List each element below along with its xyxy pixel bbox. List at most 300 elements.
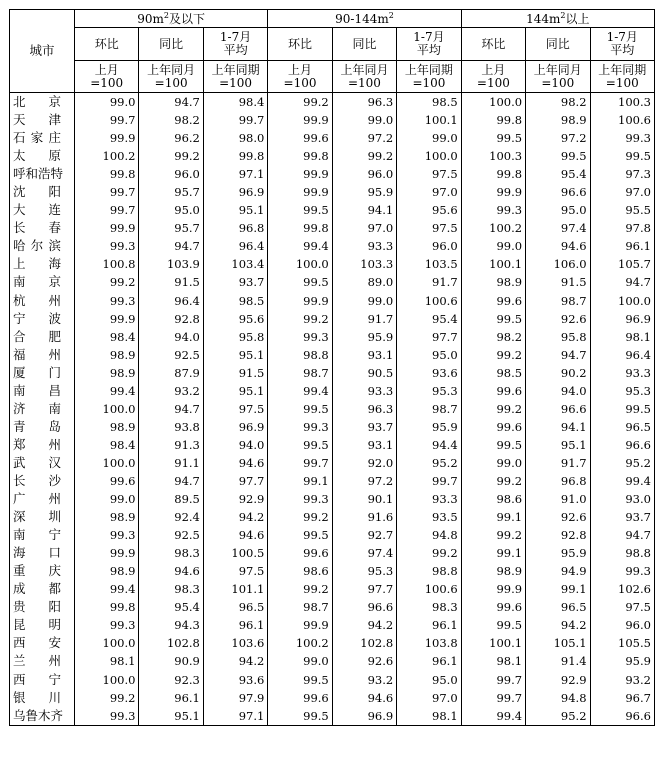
city-cell: 济南: [10, 400, 75, 418]
sub-header-g0-c2: 1-7月 平均: [203, 28, 267, 61]
value-cell: 96.0: [590, 616, 654, 634]
value-cell: 99.9: [268, 183, 332, 201]
value-cell: 96.3: [332, 400, 396, 418]
city-cell: 天津: [10, 111, 75, 129]
value-cell: 100.8: [75, 255, 139, 273]
sub-header-g2-c0: 环比: [461, 28, 525, 61]
value-cell: 94.7: [590, 526, 654, 544]
value-cell: 98.9: [461, 562, 525, 580]
value-cell: 97.7: [203, 472, 267, 490]
value-cell: 99.3: [590, 562, 654, 580]
value-cell: 94.7: [139, 472, 203, 490]
value-cell: 99.3: [75, 526, 139, 544]
value-cell: 99.7: [461, 689, 525, 707]
table-row: [10, 237, 655, 255]
value-cell: 99.7: [75, 111, 139, 129]
value-cell: 96.6: [526, 400, 590, 418]
value-cell: 92.6: [526, 508, 590, 526]
value-cell: 96.4: [203, 237, 267, 255]
value-cell: 99.0: [332, 111, 396, 129]
value-cell: 93.7: [203, 273, 267, 291]
value-cell: 105.5: [590, 634, 654, 652]
table-row: [10, 219, 655, 237]
value-cell: 92.3: [139, 671, 203, 689]
value-cell: 99.8: [75, 598, 139, 616]
value-cell: 98.3: [139, 544, 203, 562]
value-cell: 99.3: [268, 418, 332, 436]
city-cell: 广州: [10, 490, 75, 508]
value-cell: 93.3: [332, 382, 396, 400]
value-cell: 96.4: [590, 346, 654, 364]
value-cell: 90.9: [139, 652, 203, 670]
value-cell: 99.5: [461, 129, 525, 147]
value-cell: 97.5: [397, 165, 461, 183]
price-index-table: [9, 9, 655, 726]
value-cell: 99.1: [461, 544, 525, 562]
table-row: [10, 472, 655, 490]
value-cell: 102.6: [590, 580, 654, 598]
value-cell: 99.2: [461, 346, 525, 364]
value-cell: 99.4: [268, 237, 332, 255]
value-cell: 98.4: [203, 93, 267, 112]
value-cell: 92.8: [526, 526, 590, 544]
value-cell: 103.9: [139, 255, 203, 273]
value-cell: 97.0: [397, 689, 461, 707]
value-cell: 93.1: [332, 436, 396, 454]
value-cell: 94.7: [139, 93, 203, 112]
value-cell: 100.2: [75, 147, 139, 165]
value-cell: 100.0: [268, 255, 332, 273]
value-cell: 91.6: [332, 508, 396, 526]
value-cell: 94.7: [139, 400, 203, 418]
sub-header-g2-c2: 1-7月 平均: [590, 28, 654, 61]
value-cell: 95.6: [397, 201, 461, 219]
city-cell: 北京: [10, 93, 75, 112]
value-cell: 105.1: [526, 634, 590, 652]
value-cell: 92.5: [139, 346, 203, 364]
value-cell: 96.0: [332, 165, 396, 183]
city-cell: 大连: [10, 201, 75, 219]
table-row: [10, 400, 655, 418]
value-cell: 95.0: [139, 201, 203, 219]
value-cell: 96.9: [203, 418, 267, 436]
value-cell: 95.1: [139, 707, 203, 726]
value-cell: 99.9: [268, 111, 332, 129]
value-cell: 94.0: [526, 382, 590, 400]
value-cell: 99.5: [268, 671, 332, 689]
value-cell: 94.7: [590, 273, 654, 291]
value-cell: 98.9: [75, 346, 139, 364]
header-base-row: [10, 61, 655, 93]
value-cell: 97.5: [203, 562, 267, 580]
value-cell: 100.5: [203, 544, 267, 562]
value-cell: 96.1: [397, 616, 461, 634]
sub-header-g1-c2: 1-7月 平均: [397, 28, 461, 61]
value-cell: 96.9: [332, 707, 396, 726]
value-cell: 95.0: [397, 346, 461, 364]
value-cell: 100.6: [397, 580, 461, 598]
value-cell: 95.9: [332, 328, 396, 346]
value-cell: 98.2: [461, 328, 525, 346]
value-cell: 100.0: [75, 454, 139, 472]
value-cell: 98.7: [397, 400, 461, 418]
value-cell: 99.8: [75, 165, 139, 183]
value-cell: 103.5: [397, 255, 461, 273]
table-row: [10, 598, 655, 616]
value-cell: 100.1: [461, 634, 525, 652]
value-cell: 99.5: [268, 400, 332, 418]
value-cell: 96.1: [397, 652, 461, 670]
city-cell: 呼和浩特: [10, 165, 75, 183]
base-header-g2-c0: 上月 =100: [461, 61, 525, 93]
value-cell: 99.3: [75, 616, 139, 634]
value-cell: 98.6: [461, 490, 525, 508]
value-cell: 99.7: [461, 671, 525, 689]
value-cell: 97.0: [397, 183, 461, 201]
value-cell: 92.5: [139, 526, 203, 544]
table-header: [10, 10, 655, 93]
table-row: [10, 201, 655, 219]
sub-header-g0-c0: 环比: [75, 28, 139, 61]
value-cell: 92.6: [526, 310, 590, 328]
value-cell: 98.3: [139, 580, 203, 598]
value-cell: 99.5: [461, 616, 525, 634]
value-cell: 95.8: [526, 328, 590, 346]
value-cell: 98.4: [75, 436, 139, 454]
value-cell: 98.1: [75, 652, 139, 670]
value-cell: 105.7: [590, 255, 654, 273]
city-cell: 西安: [10, 634, 75, 652]
value-cell: 98.7: [268, 364, 332, 382]
value-cell: 96.5: [203, 598, 267, 616]
value-cell: 99.1: [461, 508, 525, 526]
value-cell: 96.2: [139, 129, 203, 147]
table-row: [10, 310, 655, 328]
base-header-g1-c2: 上年同期 =100: [397, 61, 461, 93]
group-header-small: $90m^2$及以下: [75, 10, 268, 28]
value-cell: 97.2: [332, 472, 396, 490]
value-cell: 97.2: [332, 129, 396, 147]
table-row: [10, 418, 655, 436]
value-cell: 87.9: [139, 364, 203, 382]
value-cell: 100.2: [461, 219, 525, 237]
value-cell: 97.4: [526, 219, 590, 237]
value-cell: 93.6: [397, 364, 461, 382]
table-row: [10, 526, 655, 544]
value-cell: 99.9: [461, 580, 525, 598]
value-cell: 94.0: [139, 328, 203, 346]
value-cell: 99.3: [75, 707, 139, 726]
value-cell: 92.9: [203, 490, 267, 508]
value-cell: 96.7: [590, 689, 654, 707]
value-cell: 99.5: [461, 436, 525, 454]
table-row: [10, 93, 655, 112]
value-cell: 95.0: [526, 201, 590, 219]
value-cell: 99.7: [203, 111, 267, 129]
value-cell: 99.9: [75, 129, 139, 147]
value-cell: 99.9: [268, 292, 332, 310]
value-cell: 99.3: [268, 490, 332, 508]
value-cell: 95.1: [203, 346, 267, 364]
value-cell: 99.2: [75, 689, 139, 707]
table-row: [10, 707, 655, 726]
value-cell: 96.0: [139, 165, 203, 183]
value-cell: 99.9: [75, 310, 139, 328]
value-cell: 95.2: [397, 454, 461, 472]
table-row: [10, 671, 655, 689]
value-cell: 95.3: [590, 382, 654, 400]
value-cell: 94.6: [139, 562, 203, 580]
table-row: [10, 147, 655, 165]
value-cell: 97.2: [526, 129, 590, 147]
city-cell: 长春: [10, 219, 75, 237]
table-row: [10, 111, 655, 129]
city-cell: 成都: [10, 580, 75, 598]
value-cell: 99.3: [590, 129, 654, 147]
value-cell: 91.3: [139, 436, 203, 454]
value-cell: 99.9: [75, 544, 139, 562]
value-cell: 102.8: [139, 634, 203, 652]
value-cell: 89.5: [139, 490, 203, 508]
value-cell: 90.5: [332, 364, 396, 382]
value-cell: 99.4: [75, 382, 139, 400]
value-cell: 99.7: [397, 472, 461, 490]
city-cell: 上海: [10, 255, 75, 273]
value-cell: 95.4: [526, 165, 590, 183]
city-cell: 银川: [10, 689, 75, 707]
value-cell: 91.7: [332, 310, 396, 328]
table-row: [10, 616, 655, 634]
value-cell: 98.2: [526, 93, 590, 112]
city-cell: 合肥: [10, 328, 75, 346]
value-cell: 98.4: [75, 328, 139, 346]
value-cell: 100.0: [397, 147, 461, 165]
value-cell: 99.5: [461, 310, 525, 328]
city-cell: 福州: [10, 346, 75, 364]
value-cell: 99.9: [75, 219, 139, 237]
value-cell: 99.6: [268, 544, 332, 562]
value-cell: 99.1: [268, 472, 332, 490]
value-cell: 99.0: [397, 129, 461, 147]
value-cell: 89.0: [332, 273, 396, 291]
base-header-g0-c1: 上年同月 =100: [139, 61, 203, 93]
value-cell: 95.1: [526, 436, 590, 454]
city-cell: 贵阳: [10, 598, 75, 616]
value-cell: 99.0: [332, 292, 396, 310]
header-group-row: [10, 10, 655, 28]
value-cell: 98.1: [590, 328, 654, 346]
value-cell: 97.1: [203, 165, 267, 183]
value-cell: 95.9: [526, 544, 590, 562]
value-cell: 100.1: [397, 111, 461, 129]
value-cell: 101.1: [203, 580, 267, 598]
value-cell: 99.6: [461, 598, 525, 616]
value-cell: 99.9: [268, 616, 332, 634]
table-row: [10, 273, 655, 291]
value-cell: 91.1: [139, 454, 203, 472]
value-cell: 98.2: [139, 111, 203, 129]
city-cell: 南京: [10, 273, 75, 291]
city-cell: 郑州: [10, 436, 75, 454]
value-cell: 99.5: [268, 526, 332, 544]
value-cell: 95.6: [203, 310, 267, 328]
value-cell: 95.1: [203, 201, 267, 219]
value-cell: 100.2: [268, 634, 332, 652]
value-cell: 98.9: [75, 364, 139, 382]
value-cell: 95.8: [203, 328, 267, 346]
table-row: [10, 490, 655, 508]
value-cell: 96.4: [139, 292, 203, 310]
value-cell: 94.6: [332, 689, 396, 707]
value-cell: 91.5: [526, 273, 590, 291]
value-cell: 100.3: [590, 93, 654, 112]
value-cell: 93.7: [590, 508, 654, 526]
value-cell: 93.0: [590, 490, 654, 508]
value-cell: 94.2: [203, 508, 267, 526]
group-header-large: $144m^2$以上: [461, 10, 654, 28]
value-cell: 99.6: [461, 292, 525, 310]
table-row: [10, 255, 655, 273]
value-cell: 99.9: [268, 165, 332, 183]
city-cell: 昆明: [10, 616, 75, 634]
value-cell: 99.5: [268, 436, 332, 454]
table-row: [10, 508, 655, 526]
value-cell: 93.3: [397, 490, 461, 508]
value-cell: 97.3: [590, 165, 654, 183]
value-cell: 100.0: [75, 671, 139, 689]
value-cell: 94.2: [332, 616, 396, 634]
value-cell: 99.2: [75, 273, 139, 291]
value-cell: 98.8: [590, 544, 654, 562]
value-cell: 95.5: [590, 201, 654, 219]
value-cell: 98.5: [397, 93, 461, 112]
value-cell: 95.4: [397, 310, 461, 328]
value-cell: 98.7: [526, 292, 590, 310]
city-cell: 厦门: [10, 364, 75, 382]
header-sub-row: [10, 28, 655, 61]
city-cell: 哈尔滨: [10, 237, 75, 255]
city-cell: 海口: [10, 544, 75, 562]
value-cell: 99.0: [268, 652, 332, 670]
table-row: [10, 165, 655, 183]
value-cell: 92.0: [332, 454, 396, 472]
table-row: [10, 129, 655, 147]
value-cell: 99.0: [461, 454, 525, 472]
value-cell: 94.4: [397, 436, 461, 454]
city-cell: 深圳: [10, 508, 75, 526]
value-cell: 100.0: [590, 292, 654, 310]
value-cell: 92.4: [139, 508, 203, 526]
table-row: [10, 328, 655, 346]
value-cell: 94.2: [526, 616, 590, 634]
table-row: [10, 652, 655, 670]
value-cell: 98.6: [268, 562, 332, 580]
table-row: [10, 382, 655, 400]
value-cell: 103.8: [397, 634, 461, 652]
value-cell: 102.8: [332, 634, 396, 652]
value-cell: 94.1: [332, 201, 396, 219]
value-cell: 95.2: [526, 707, 590, 726]
value-cell: 106.0: [526, 255, 590, 273]
value-cell: 94.6: [203, 454, 267, 472]
sub-header-g1-c0: 环比: [268, 28, 332, 61]
value-cell: 99.6: [268, 689, 332, 707]
value-cell: 98.8: [397, 562, 461, 580]
value-cell: 95.7: [139, 219, 203, 237]
value-cell: 100.0: [75, 634, 139, 652]
city-cell: 西宁: [10, 671, 75, 689]
value-cell: 99.3: [268, 328, 332, 346]
value-cell: 103.4: [203, 255, 267, 273]
value-cell: 96.1: [203, 616, 267, 634]
value-cell: 103.6: [203, 634, 267, 652]
value-cell: 94.1: [526, 418, 590, 436]
value-cell: 98.7: [268, 598, 332, 616]
value-cell: 99.5: [268, 273, 332, 291]
value-cell: 99.5: [268, 707, 332, 726]
value-cell: 99.4: [268, 382, 332, 400]
value-cell: 96.6: [526, 183, 590, 201]
value-cell: 97.5: [590, 598, 654, 616]
value-cell: 94.7: [526, 346, 590, 364]
value-cell: 97.7: [397, 328, 461, 346]
value-cell: 97.5: [397, 219, 461, 237]
value-cell: 96.8: [203, 219, 267, 237]
value-cell: 99.2: [397, 544, 461, 562]
base-header-g2-c1: 上年同月 =100: [526, 61, 590, 93]
value-cell: 99.1: [526, 580, 590, 598]
value-cell: 95.2: [590, 454, 654, 472]
value-cell: 92.7: [332, 526, 396, 544]
value-cell: 96.6: [332, 598, 396, 616]
value-cell: 96.1: [590, 237, 654, 255]
value-cell: 93.3: [590, 364, 654, 382]
base-header-g0-c0: 上月 =100: [75, 61, 139, 93]
value-cell: 93.6: [203, 671, 267, 689]
value-cell: 100.0: [461, 93, 525, 112]
value-cell: 93.2: [332, 671, 396, 689]
value-cell: 96.0: [397, 237, 461, 255]
value-cell: 98.9: [75, 508, 139, 526]
value-cell: 95.7: [139, 183, 203, 201]
value-cell: 98.5: [203, 292, 267, 310]
base-header-g0-c2: 上年同期 =100: [203, 61, 267, 93]
table-row: [10, 364, 655, 382]
group-header-medium: $90-144m^2$: [268, 10, 461, 28]
value-cell: 95.9: [332, 183, 396, 201]
value-cell: 93.8: [139, 418, 203, 436]
value-cell: 99.3: [461, 201, 525, 219]
value-cell: 99.8: [268, 147, 332, 165]
value-cell: 99.2: [139, 147, 203, 165]
value-cell: 99.5: [526, 147, 590, 165]
value-cell: 100.6: [590, 111, 654, 129]
table-body: [10, 93, 655, 726]
value-cell: 99.2: [268, 580, 332, 598]
value-cell: 97.9: [203, 689, 267, 707]
sub-header-g1-c1: 同比: [332, 28, 396, 61]
value-cell: 93.5: [397, 508, 461, 526]
city-cell: 沈阳: [10, 183, 75, 201]
value-cell: 98.5: [461, 364, 525, 382]
table-row: [10, 580, 655, 598]
value-cell: 98.3: [397, 598, 461, 616]
value-cell: 99.8: [203, 147, 267, 165]
value-cell: 99.6: [461, 418, 525, 436]
value-cell: 99.2: [461, 472, 525, 490]
table-row: [10, 454, 655, 472]
value-cell: 95.3: [332, 562, 396, 580]
